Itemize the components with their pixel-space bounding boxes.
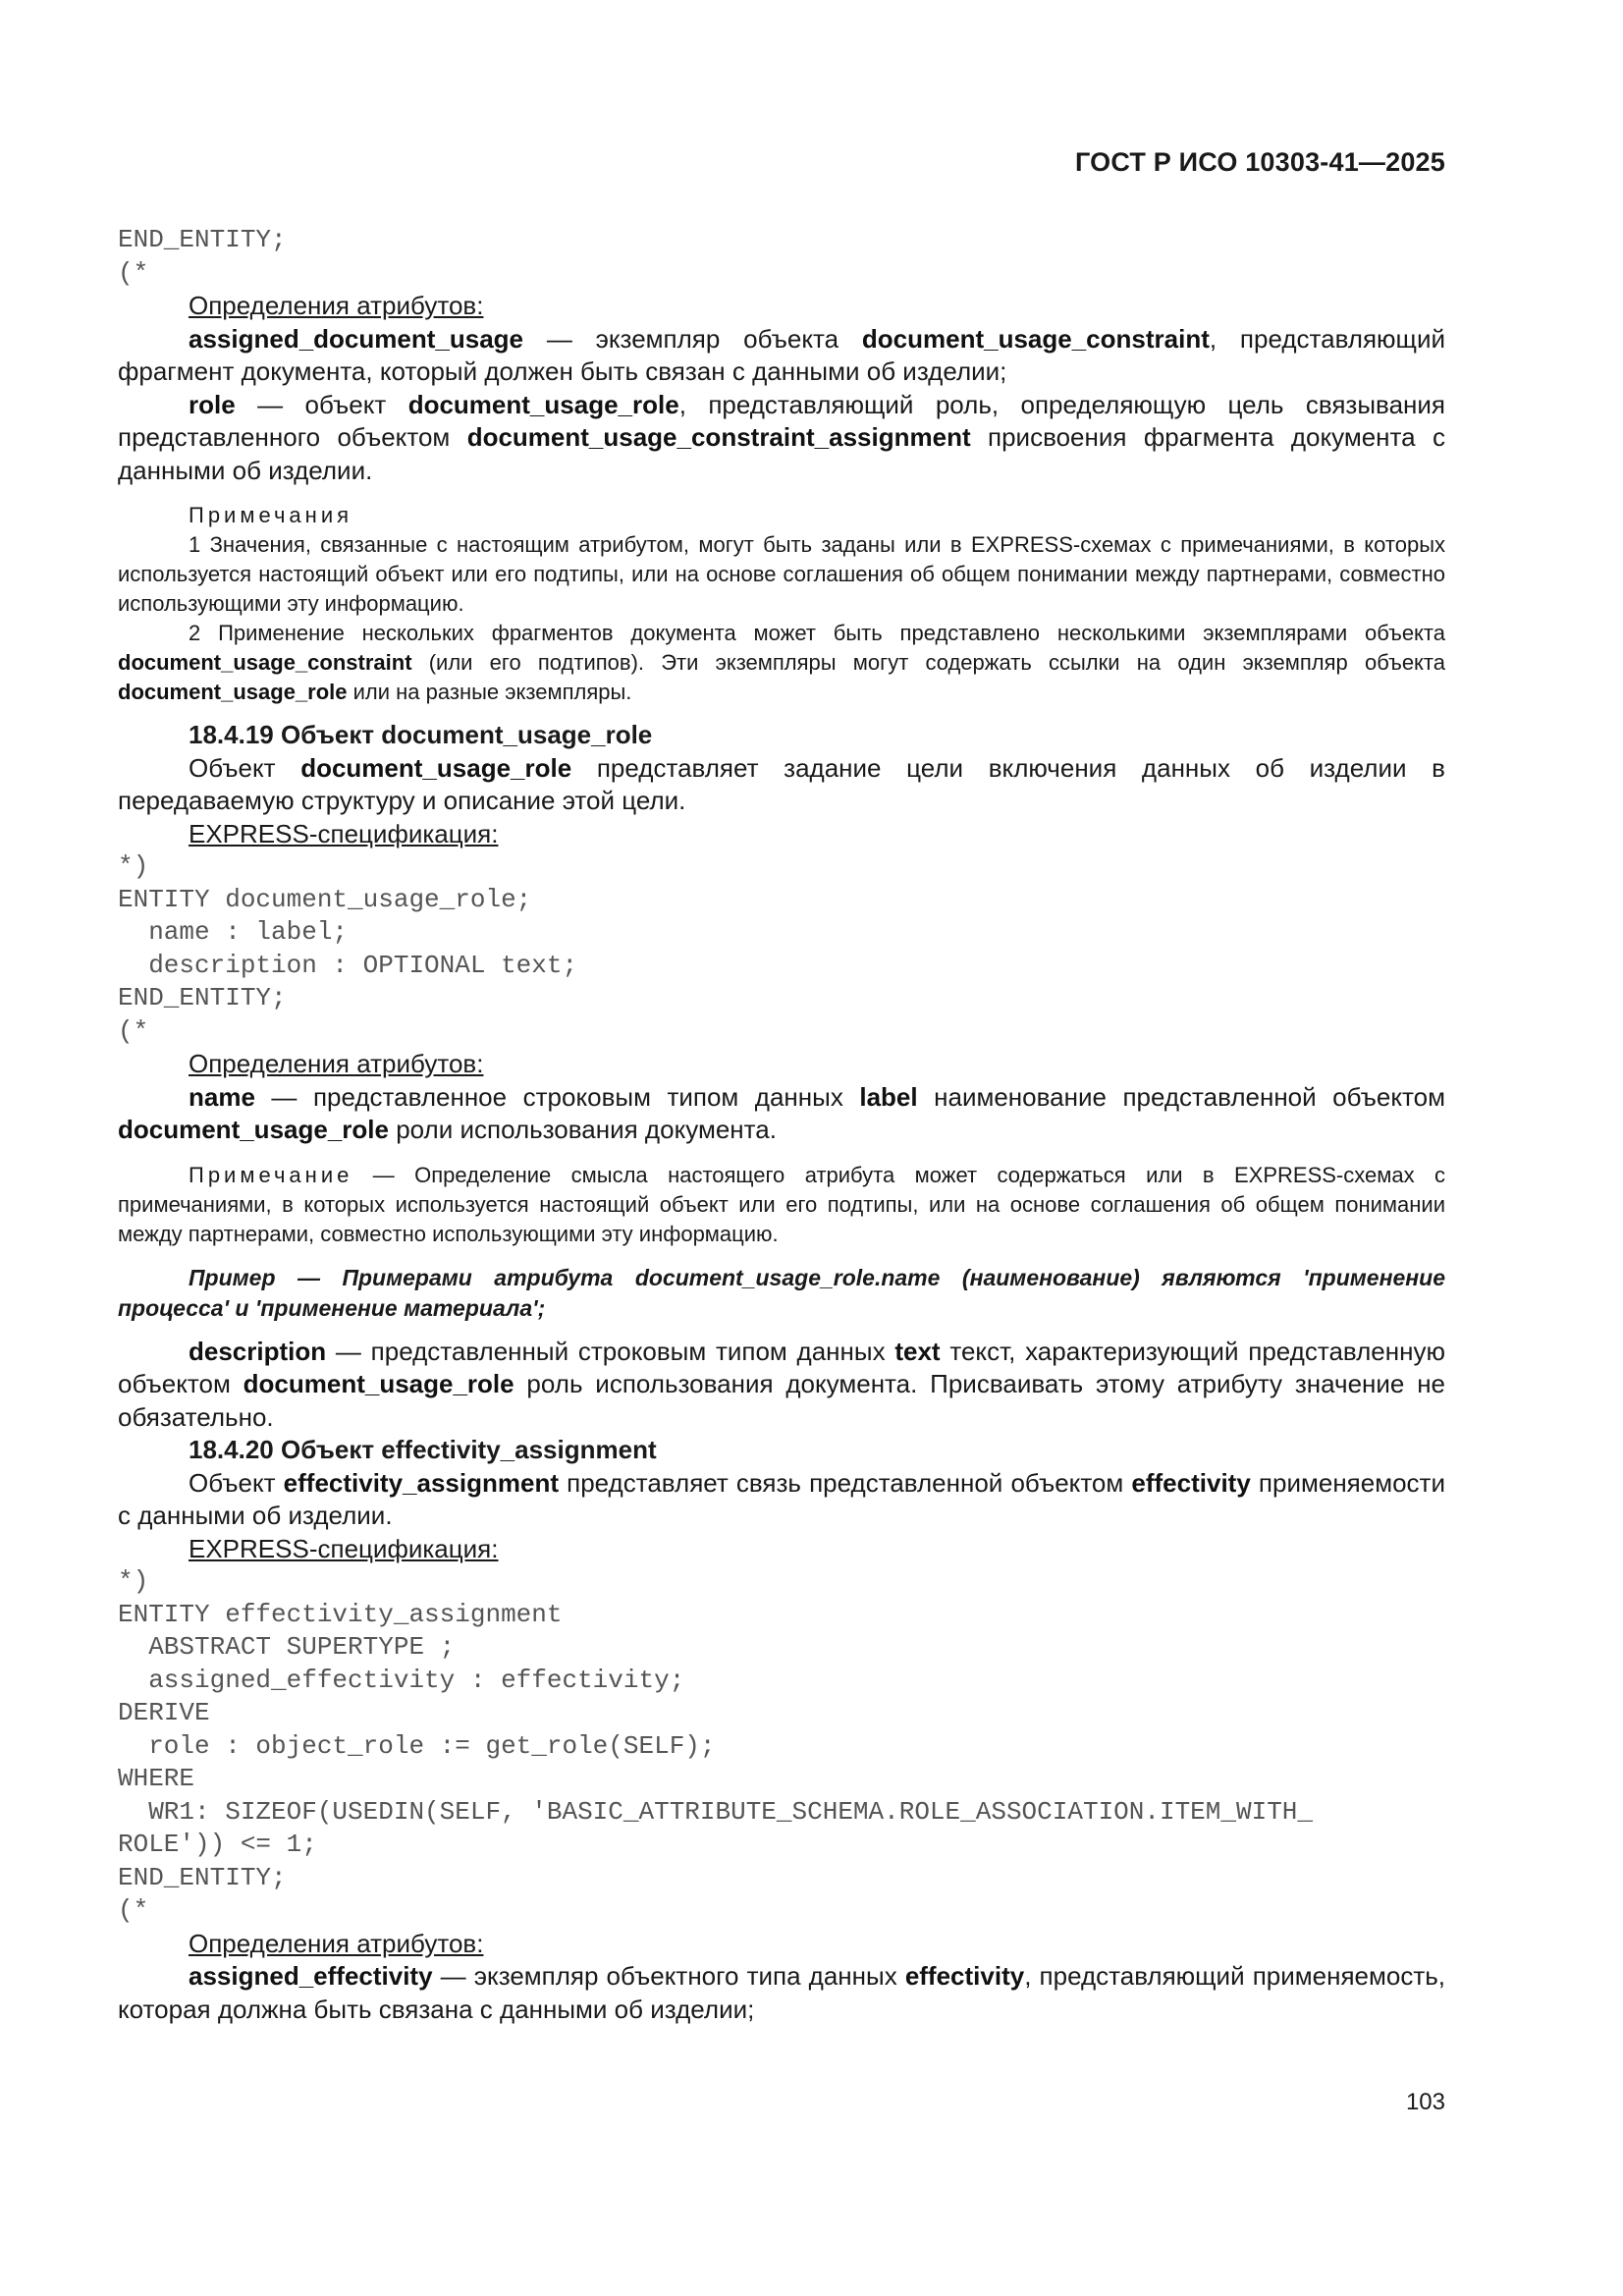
page-number: 103	[1405, 2089, 1445, 2115]
attr-definitions-heading: Определения атрибутов:	[189, 1049, 484, 1078]
code-block-effectivity-assignment: *) ENTITY effectivity_assignment ABSTRACT SUPERTYPE ; assigned_effectivity : effectivity; DERIVE role : object_role := get_role(SELF); WHERE WR1: SIZEOF(USEDIN(SELF, 'BASIC_ATTRIBUTE_SCHEMA.ROLE_ASSOCIATION.ITEM_WITH_ ROLE')) <= 1; END_ENTITY; (*	[118, 1566, 1313, 1925]
note-2: 2 Применение нескольких фрагментов документа может быть представлено несколькими экземплярами объекта document_usage_constraint (или его подтипов). Эти экземпляры могут содержать ссылки на один экземпляр объекта document_usage_role или на разные экземпляры.	[118, 621, 1445, 704]
note-block	[118, 1161, 1445, 1249]
code-block-end-entity: END_ENTITY; (*	[118, 225, 287, 288]
paragraph-role: role — объект document_usage_role, представляющий роль, определяющую цель связывания представленного объектом document_usage_constraint_assignment присвоения фрагмента документа с данными об изделии.	[118, 389, 1445, 485]
term: name	[189, 1081, 255, 1112]
term: description	[189, 1336, 327, 1366]
term: assigned_document_usage	[189, 323, 523, 354]
paragraph-assigned-effectivity: assigned_effectivity — экземпляр объектного типа данных effectivity, представляющий применяемость, которая должна быть связана с данными об изделии;	[118, 1961, 1446, 2024]
notes-block	[118, 501, 1445, 707]
term: role	[189, 389, 236, 419]
paragraph-description: description — представленный строковым типом данных text текст, характеризующий представленную объектом document_usage_role роль использования документа. Присваивать этому атрибуту значение не обязательно.	[118, 1336, 1446, 1432]
term: assigned_effectivity	[189, 1961, 433, 1991]
attr-definitions-heading: Определения атрибутов:	[189, 1928, 484, 1958]
express-spec-heading: EXPRESS-спецификация:	[189, 1533, 499, 1563]
section-18-4-20-description: Объект effectivity_assignment представляет связь представленной объектом effectivity применяемости с данными об изделии.	[118, 1467, 1445, 1530]
section-18-4-19-description: Объект document_usage_role представляет задание цели включения данных об изделии в передаваемую структуру и описание этой цели.	[118, 752, 1445, 815]
page-content	[118, 224, 1445, 2026]
note-single: Примечание — Определение смысла настоящего атрибута может содержаться или в EXPRESS-схемах с примечаниями, в которых используется настоящий объект или его подтипы, или на основе соглашения об общем понимании между партнерами, совместно использующими эту информацию.	[118, 1162, 1445, 1246]
code-block-document-usage-role: *) ENTITY document_usage_role; name : label; description : OPTIONAL text; END_ENTITY; (*	[118, 851, 578, 1046]
note-1: 1 Значения, связанные с настоящим атрибутом, могут быть заданы или в EXPRESS-схемах с примечаниями, в которых используется настоящий объект или его подтипы, или на основе соглашения об общем понимании между партнерами, совместно использующими эту информацию.	[118, 532, 1445, 616]
example-text: Пример — Примерами атрибута document_usage_role.name (наименование) являются 'применение процесса' и 'применение материала';	[118, 1264, 1445, 1321]
express-spec-heading: EXPRESS-спецификация:	[189, 818, 499, 848]
attr-definitions-heading: Определения атрибутов:	[189, 291, 484, 320]
section-heading-18-4-19: 18.4.19 Объект document_usage_role	[189, 720, 653, 749]
paragraph-assigned-document-usage: assigned_document_usage — экземпляр объекта document_usage_constraint, представляющий фрагмент документа, который должен быть связан с данными об изделии;	[118, 323, 1445, 386]
notes-heading: Примечания	[189, 503, 353, 527]
document-header: ГОСТ Р ИСО 10303-41—2025	[1075, 147, 1445, 177]
section-heading-18-4-20: 18.4.20 Объект effectivity_assignment	[189, 1435, 657, 1464]
paragraph-name: name — представленное строковым типом данных label наименование представленной объектом document_usage_role роли использования документа.	[118, 1081, 1445, 1144]
